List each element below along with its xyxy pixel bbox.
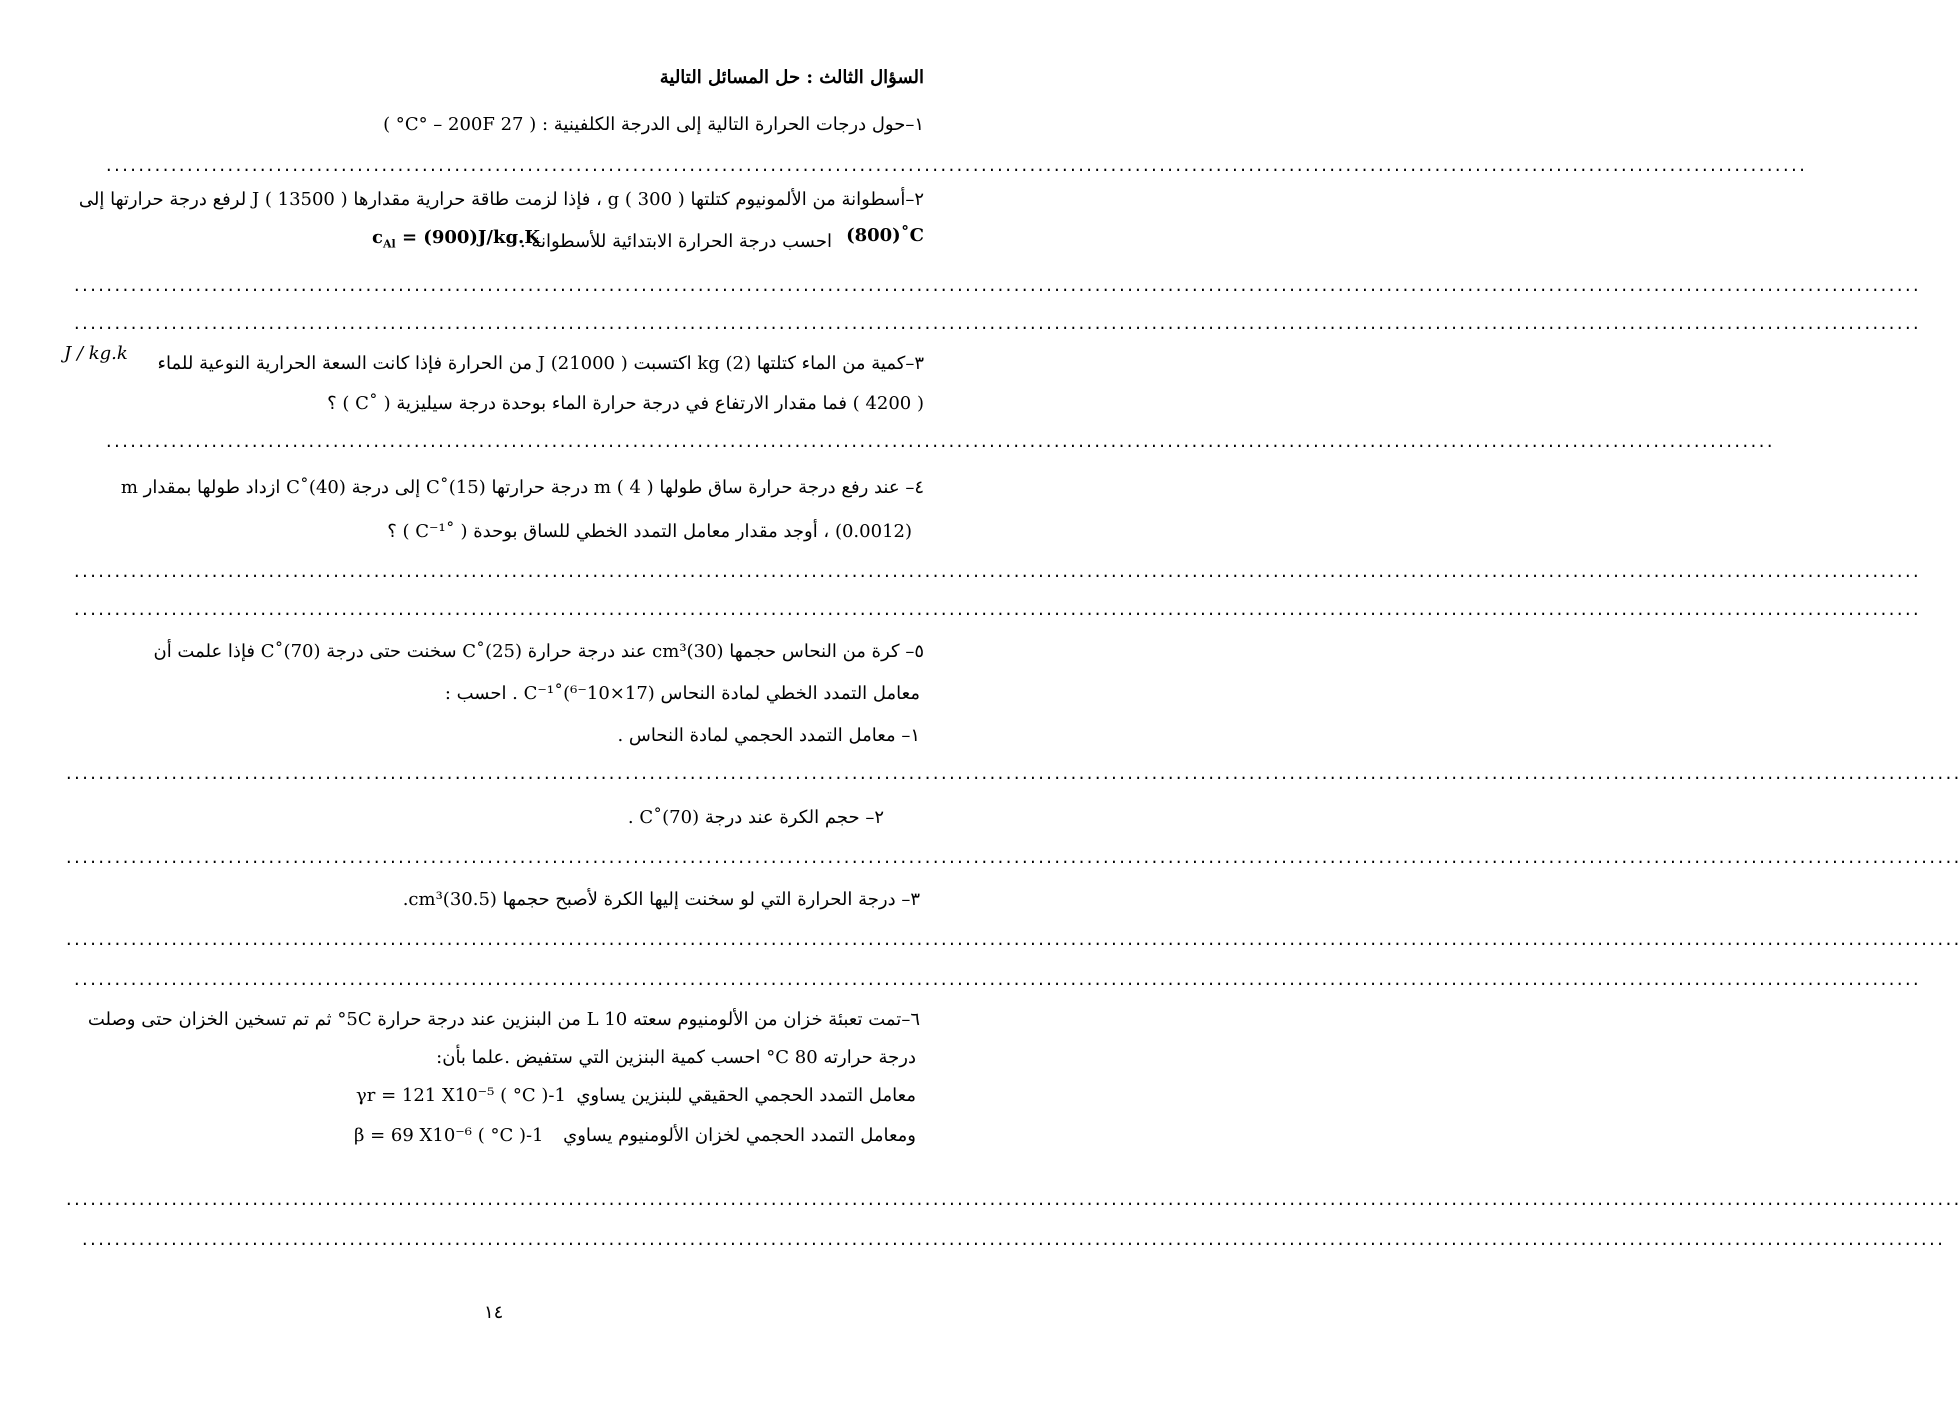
question-6-line-1: ٦–تمت تعبئة خزان من الألومنيوم سعته 10 L من البنزين عند درجة حرارة 5C° ثم تم تسخين الخزان حتى وصلت [87,1009,920,1030]
question-5-sub-3: ٣– درجة الحرارة التي لو سخنت إليها الكرة لأصبح حجمها (30.5)cm³. [402,889,920,910]
question-5-sub-2: ٢– حجم الكرة عند درجة (70)˚C . [627,807,884,828]
q2-temp-unit: ˚C [900,225,924,246]
answer-line: .......................................................................................................................................................................................................................................... [64,766,1960,784]
answer-line: ...................................................................................................................................................................................................................................... [80,1232,1944,1250]
question-3-line-1: ٣–كمية من الماء كتلتها kg (2) اكتسبت J (21000 ) من الحرارة فإذا كانت السعة الحرارية النوعية للماء [157,353,924,374]
section-heading: السؤال الثالث : حل المسائل التالية [659,67,924,88]
answer-line: .......................................................................................................................................................................................................................................... [64,1192,1960,1210]
question-6-line-3: معامل التمدد الحجمي الحقيقي للبنزين يساوي [576,1085,916,1106]
answer-line: .................................................................................................................................................................................................................................... [72,278,1920,296]
answer-line: .............................................................................................................................................................................................................. [104,434,1773,452]
question-6-line-2: درجة حرارته 80 C° احسب كمية البنزين التي ستفيض .علما بأن: [436,1047,916,1068]
page-number: ١٤ [484,1302,504,1323]
question-5-line-2: معامل التمدد الخطي لمادة النحاس (17×10⁻⁶)˚C⁻¹ . احسب : [444,683,920,704]
gamma-formula: γr = 121 X10⁻⁵ ( °C )-1 [356,1085,566,1106]
question-4-line-2: (0.0012) ، أوجد مقدار معامل التمدد الخطي للساق بوحدة ( ˚C⁻¹ ) ؟ [387,521,912,542]
question-2-line-2: احسب درجة الحرارة الابتدائية للأسطوانة . [519,231,832,252]
question-5-sub-1: ١– معامل التمدد الحجمي لمادة النحاس . [617,725,920,746]
question-3-unit: J / kg.k [64,343,128,364]
answer-line: .......................................................................................................................................................................................................................................... [64,850,1960,868]
question-4-line-1: ٤– عند رفع درجة حرارة ساق طولها m ( 4 ) درجة حرارتها (15)˚C إلى درجة (40)˚C ازداد طولها بمقدار m [120,477,924,498]
question-5-line-1: ٥– كرة من النحاس حجمها (30)cm³ عند درجة حرارة (25)˚C سخنت حتى درجة (70)˚C فإذا علمت أن [153,641,924,662]
question-1: ١–حول درجات الحرارة التالية إلى الدرجة الكلفينية : ( 27 C° – 200F° ) [383,114,924,135]
question-2-temperature [846,224,924,248]
answer-line: .......................................................................................................................................................................................................................................... [64,932,1960,950]
q2-temp-value: (800) [846,225,901,246]
question-3-line-2: ( 4200 ) فما مقدار الارتفاع في درجة حرارة الماء بوحدة درجة سيليزية ( ˚C ) ؟ [327,393,924,414]
answer-line: .................................................................................................................................................................................................................................... [72,972,1920,990]
beta-formula: β = 69 X10⁻⁶ ( °C )-1 [354,1125,544,1146]
answer-line: .................................................................................................................................................................................................................................... [72,316,1920,334]
answer-line: .................................................................................................................................................................................................................................... [72,564,1920,582]
question-2-line-1: ٢–أسطوانة من الألمونيوم كتلتها g ( 300 ) ، فإذا لزمت طاقة حرارية مقدارها J ( 13500 ) لرفع درجة حرارتها إلى [78,189,924,210]
question-6-line-4: ومعامل التمدد الحجمي لخزان الألومنيوم يساوي [563,1125,916,1146]
question-2-formula: $c_{Al} = (900)J/kg.K$ [372,227,540,251]
answer-line: .................................................................................................................................................................................................................. [104,158,1806,176]
answer-line: .................................................................................................................................................................................................................................... [72,602,1920,620]
